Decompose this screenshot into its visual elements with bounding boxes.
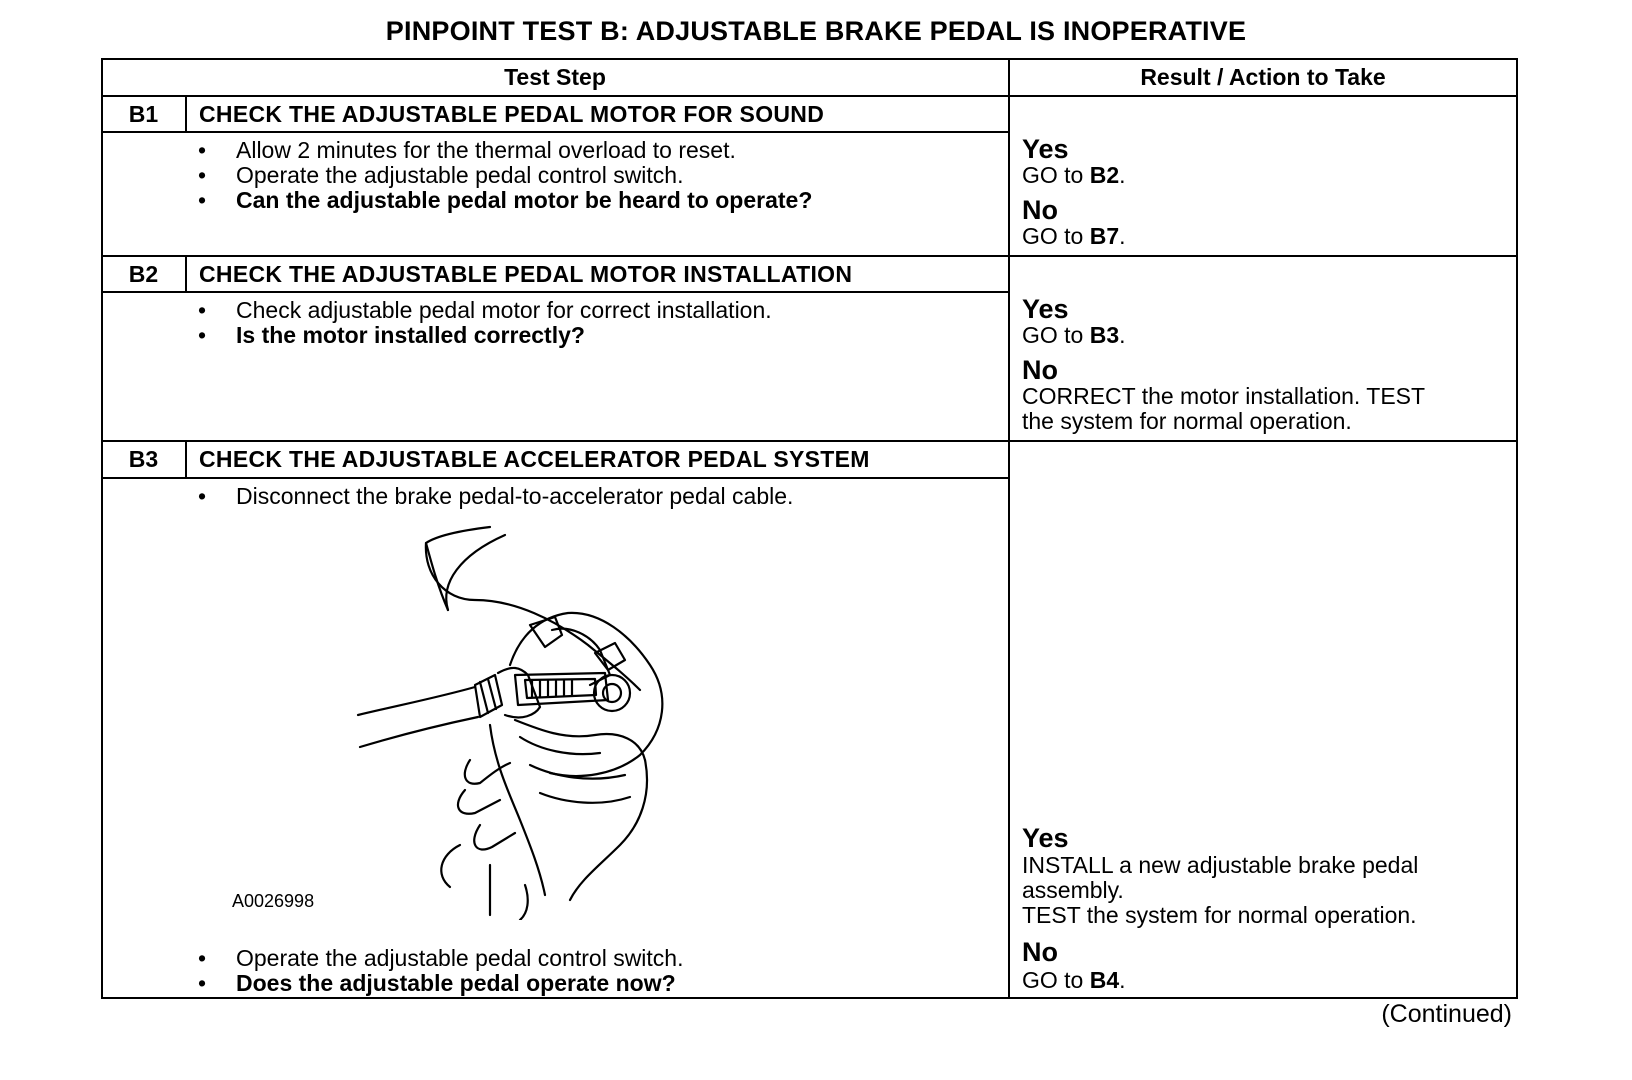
bullet-icon: •: [198, 945, 207, 971]
header-result-action: Result / Action to Take: [1140, 64, 1386, 90]
header-test-step: Test Step: [504, 64, 606, 90]
bullet-icon: •: [198, 483, 207, 509]
result-no-label: No: [1022, 195, 1058, 225]
b3-title-divider: [101, 477, 1009, 479]
step-title: CHECK THE ADJUSTABLE PEDAL MOTOR INSTALLATION: [199, 261, 853, 287]
bullet-icon: •: [198, 162, 207, 188]
page-title: PINPOINT TEST B: ADJUSTABLE BRAKE PEDAL IS INOPERATIVE: [385, 16, 1247, 46]
table-border-left: [101, 58, 103, 999]
result-yes-label: Yes: [1022, 134, 1069, 164]
step-title: CHECK THE ADJUSTABLE PEDAL MOTOR FOR SOUND: [199, 101, 825, 127]
result-no-action: GO to B4.: [1022, 967, 1126, 993]
column-divider: [1008, 58, 1010, 999]
table-border-bottom: [101, 997, 1518, 999]
bullet-icon: •: [198, 297, 207, 323]
result-no-label: No: [1022, 355, 1058, 385]
step-id: B1: [128, 101, 159, 127]
table-border-right: [1516, 58, 1518, 999]
continued-note: (Continued): [1381, 1000, 1512, 1028]
step-id: B2: [128, 261, 159, 287]
table-border-top: [101, 58, 1518, 60]
result-yes-action-line: assembly.: [1022, 877, 1124, 903]
row-divider-b1-b2: [101, 255, 1518, 257]
figure-id: A0026998: [232, 891, 315, 911]
bullet-icon: •: [198, 137, 207, 163]
result-yes-action: GO to B3.: [1022, 322, 1126, 348]
bullet-icon: •: [198, 187, 207, 213]
result-yes-label: Yes: [1022, 294, 1069, 324]
b1-title-divider: [101, 131, 1009, 133]
bullet-icon: •: [198, 322, 207, 348]
result-no-label: No: [1022, 937, 1058, 967]
row-divider-b2-b3: [101, 440, 1518, 442]
pedal-cable-illustration: [340, 525, 720, 920]
result-yes-action-line: INSTALL a new adjustable brake pedal: [1022, 852, 1419, 878]
b2-title-divider: [101, 291, 1009, 293]
step-title: CHECK THE ADJUSTABLE ACCELERATOR PEDAL SYSTEM: [199, 446, 870, 472]
result-yes-action-line: TEST the system for normal operation.: [1022, 902, 1417, 928]
bullet-icon: •: [198, 970, 207, 996]
result-yes-action: GO to B2.: [1022, 162, 1126, 188]
result-yes-label: Yes: [1022, 823, 1069, 853]
result-no-action-line: the system for normal operation.: [1022, 408, 1352, 434]
header-divider: [101, 95, 1518, 97]
step-id: B3: [128, 446, 159, 472]
result-no-action: GO to B7.: [1022, 223, 1126, 249]
result-no-action-line: CORRECT the motor installation. TEST: [1022, 383, 1426, 409]
